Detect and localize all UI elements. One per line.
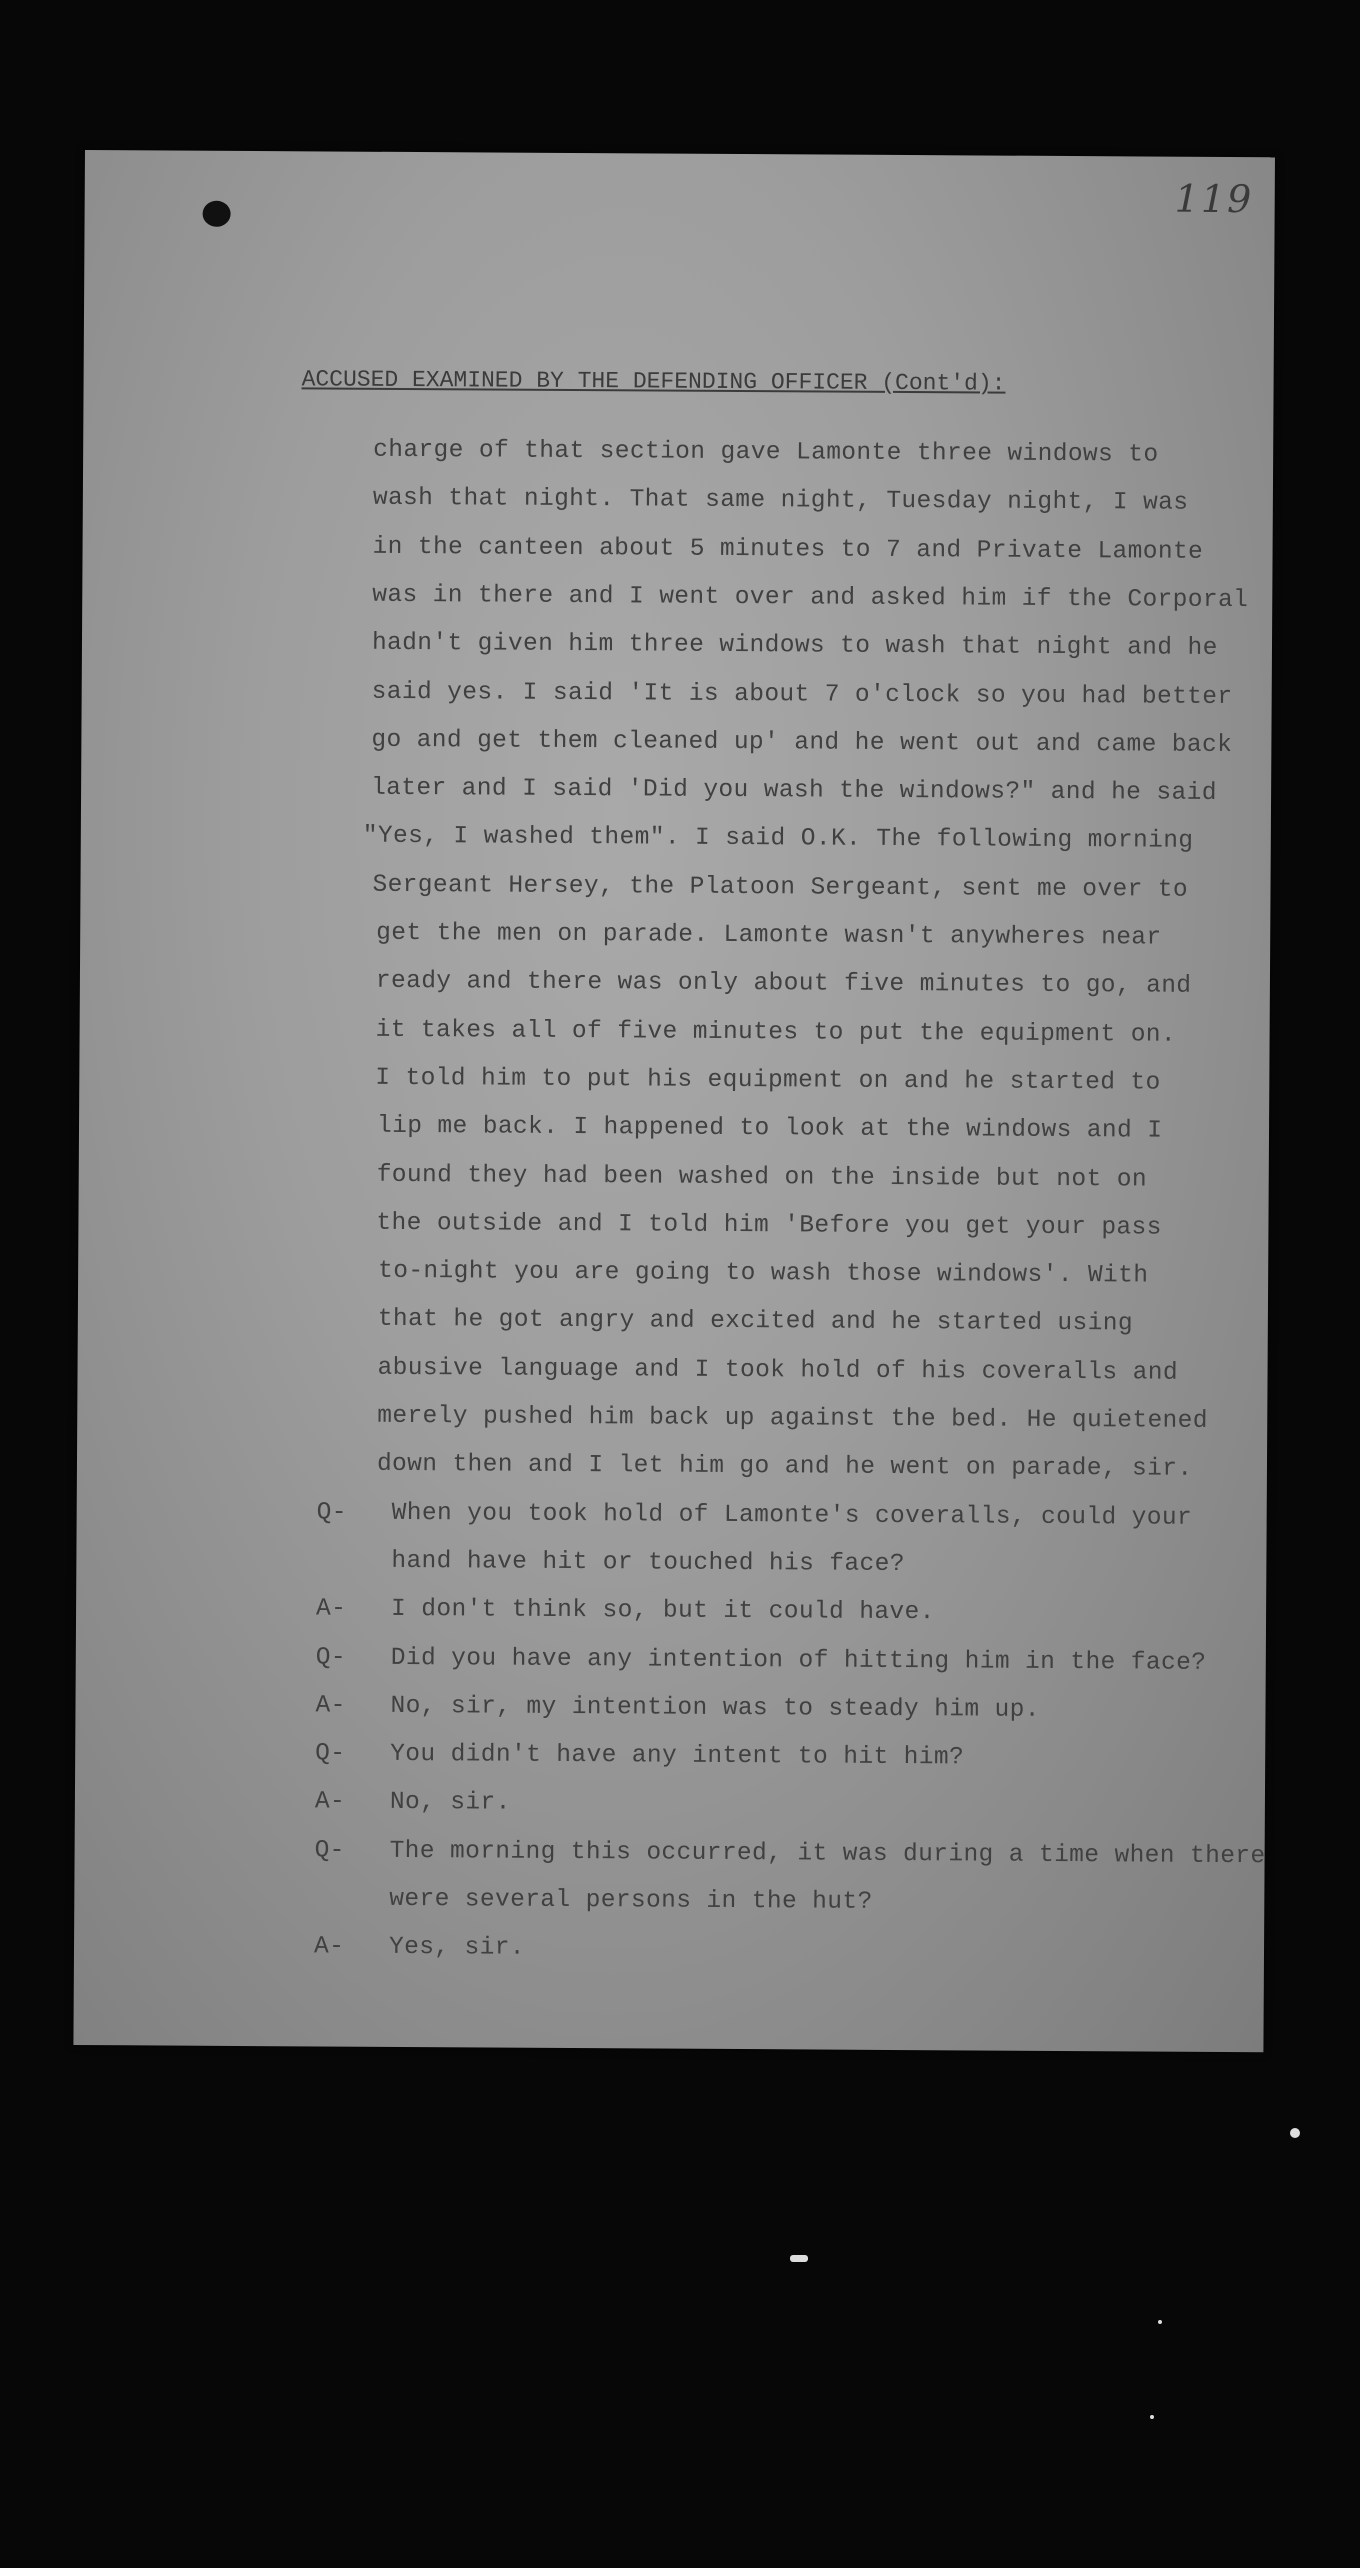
qa-text: No, sir, my intention was to steady him up. [390, 1692, 1040, 1724]
qa-label: Q- [314, 1837, 345, 1865]
qa-label: Q- [315, 1643, 347, 1672]
narrative-line: "Yes, I washed them". I said O.K. The following morning [362, 823, 1194, 856]
narrative-line: go and get them cleaned up' and he went out and came back [371, 726, 1233, 759]
narrative-line: abusive language and I took hold of his coveralls and [377, 1354, 1179, 1387]
question-row [315, 1837, 1266, 1870]
qa-text: No, sir. [389, 1789, 511, 1818]
section-heading: ACCUSED EXAMINED BY THE DEFENDING OFFICER (Cont'd): [301, 366, 1006, 397]
qa-text: You didn't have any intent to hit him? [390, 1740, 965, 1772]
narrative-line: said yes. I said 'It is about 7 o'clock so you had better [371, 678, 1233, 711]
scan-speck [1150, 2415, 1154, 2419]
narrative-line: later and I said 'Did you wash the windows?" and he said [371, 774, 1217, 808]
qa-label: A- [315, 1692, 346, 1720]
qa-text: When you took hold of Lamonte's coveralls, could your [391, 1499, 1193, 1532]
question-row [317, 1499, 1193, 1531]
question-row [316, 1644, 1207, 1676]
scan-speck [1290, 2128, 1300, 2138]
narrative-line: I told him to put his equipment on and he started to [375, 1064, 1161, 1097]
narrative-line: it takes all of five minutes to put the equipment on. [375, 1016, 1177, 1049]
narrative-line: that he got angry and excited and he started using [377, 1306, 1134, 1338]
scan-speck [790, 2255, 808, 2262]
narrative-line: hadn't given him three windows to wash that night and he [371, 629, 1218, 663]
narrative-line: was in there and I went over and asked him if the Corporal [372, 581, 1249, 615]
narrative-line: Sergeant Hersey, the Platoon Sergeant, sent me over to [372, 871, 1189, 904]
answer-row [314, 1934, 525, 1962]
qa-text: Yes, sir. [388, 1934, 526, 1963]
narrative-line: lip me back. I happened to look at the windows and I [376, 1112, 1163, 1145]
narrative-line: the outside and I told him 'Before you get your pass [376, 1209, 1162, 1242]
punch-hole [203, 201, 231, 227]
narrative-line: wash that night. That same night, Tuesday night, I was [372, 485, 1189, 518]
document-sheet [73, 150, 1275, 2052]
qa-text: I don't think so, but it could have. [391, 1596, 935, 1627]
answer-row [315, 1789, 511, 1817]
qa-label: A- [313, 1933, 345, 1961]
qa-label: A- [316, 1595, 347, 1623]
narrative-line: charge of that section gave Lamonte three windows to [373, 436, 1159, 469]
narrative-line: down then and I let him go and he went on parade, sir. [376, 1451, 1193, 1484]
narrative-line: merely pushed him back up against the bed. He quietened [377, 1402, 1208, 1435]
qa-label: A- [314, 1788, 346, 1817]
qa-text-continuation: were several persons in the hut? [389, 1885, 873, 1916]
answer-row [316, 1596, 935, 1627]
question-row [315, 1741, 964, 1772]
qa-text: The morning this occurred, it was during a time when there [389, 1837, 1266, 1870]
qa-text-continuation: hand have hit or touched his face? [391, 1547, 905, 1578]
narrative-line: found they had been washed on the inside but not on [376, 1161, 1148, 1194]
page-number: 119 [1174, 176, 1254, 222]
narrative-line: get the men on parade. Lamonte wasn't anywheres near [376, 919, 1162, 952]
narrative-line: ready and there was only about five minutes to go, and [375, 968, 1192, 1001]
narrative-line: to-night you are going to wash those windows'. With [378, 1257, 1149, 1290]
narrative-line: in the canteen about 5 minutes to 7 and Private Lamonte [372, 533, 1204, 566]
answer-row [315, 1692, 1040, 1723]
qa-label: Q- [316, 1499, 347, 1527]
qa-label: Q- [315, 1740, 346, 1768]
qa-text: Did you have any intention of hitting him in the face? [390, 1644, 1207, 1677]
scan-speck [1158, 2320, 1162, 2324]
